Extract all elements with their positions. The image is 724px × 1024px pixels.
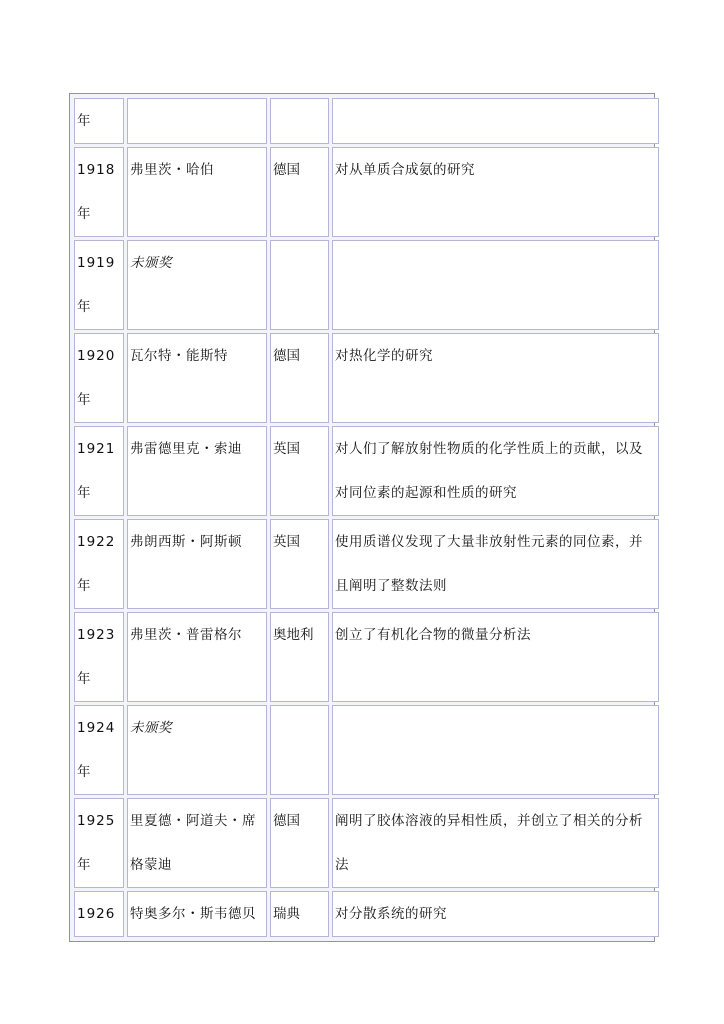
country-cell [270, 98, 329, 144]
work-cell: 使用质谱仪发现了大量非放射性元素的同位素，并且阐明了整数法则 [332, 519, 659, 609]
year-cell: 1918 年 [74, 147, 124, 237]
country-cell: 奥地利 [270, 612, 329, 702]
table-row [74, 705, 659, 795]
country-cell: 德国 [270, 333, 329, 423]
work-cell: 阐明了胶体溶液的异相性质，并创立了相关的分析法 [332, 798, 659, 888]
table-row [74, 891, 659, 937]
table-row [74, 147, 659, 237]
laureate-cell: 弗朗西斯・阿斯顿 [127, 519, 267, 609]
year-cell: 年 [74, 98, 124, 144]
country-cell: 瑞典 [270, 891, 329, 937]
table-row [74, 519, 659, 609]
work-cell [332, 98, 659, 144]
work-cell: 对分散系统的研究 [332, 891, 659, 937]
country-cell: 德国 [270, 147, 329, 237]
table-row [74, 612, 659, 702]
laureate-cell: 里夏德・阿道夫・席格蒙迪 [127, 798, 267, 888]
table-row [74, 333, 659, 423]
year-cell: 1919 年 [74, 240, 124, 330]
table-row [74, 798, 659, 888]
laureate-cell: 弗里茨・哈伯 [127, 147, 267, 237]
year-cell: 1925 年 [74, 798, 124, 888]
table-row [74, 98, 659, 144]
year-cell: 1923 年 [74, 612, 124, 702]
work-cell [332, 240, 659, 330]
laureate-cell: 弗雷德里克・索迪 [127, 426, 267, 516]
laureate-cell: 弗里茨・普雷格尔 [127, 612, 267, 702]
country-cell [270, 705, 329, 795]
work-cell: 对从单质合成氨的研究 [332, 147, 659, 237]
laureate-cell: 未颁奖 [127, 240, 267, 330]
year-cell: 1921 年 [74, 426, 124, 516]
country-cell [270, 240, 329, 330]
year-cell: 1920 年 [74, 333, 124, 423]
laureate-cell [127, 98, 267, 144]
country-cell: 德国 [270, 798, 329, 888]
table-row [74, 426, 659, 516]
work-cell: 对热化学的研究 [332, 333, 659, 423]
laureate-cell: 特奥多尔・斯韦德贝 [127, 891, 267, 937]
work-cell: 创立了有机化合物的微量分析法 [332, 612, 659, 702]
laureate-cell: 未颁奖 [127, 705, 267, 795]
country-cell: 英国 [270, 519, 329, 609]
table-row [74, 240, 659, 330]
country-cell: 英国 [270, 426, 329, 516]
laureate-cell: 瓦尔特・能斯特 [127, 333, 267, 423]
year-cell: 1922 年 [74, 519, 124, 609]
year-cell: 1924 年 [74, 705, 124, 795]
year-cell: 1926 [74, 891, 124, 937]
laureate-table [71, 95, 662, 940]
work-cell [332, 705, 659, 795]
nobel-chemistry-table [69, 93, 655, 942]
work-cell: 对人们了解放射性物质的化学性质上的贡献，以及对同位素的起源和性质的研究 [332, 426, 659, 516]
